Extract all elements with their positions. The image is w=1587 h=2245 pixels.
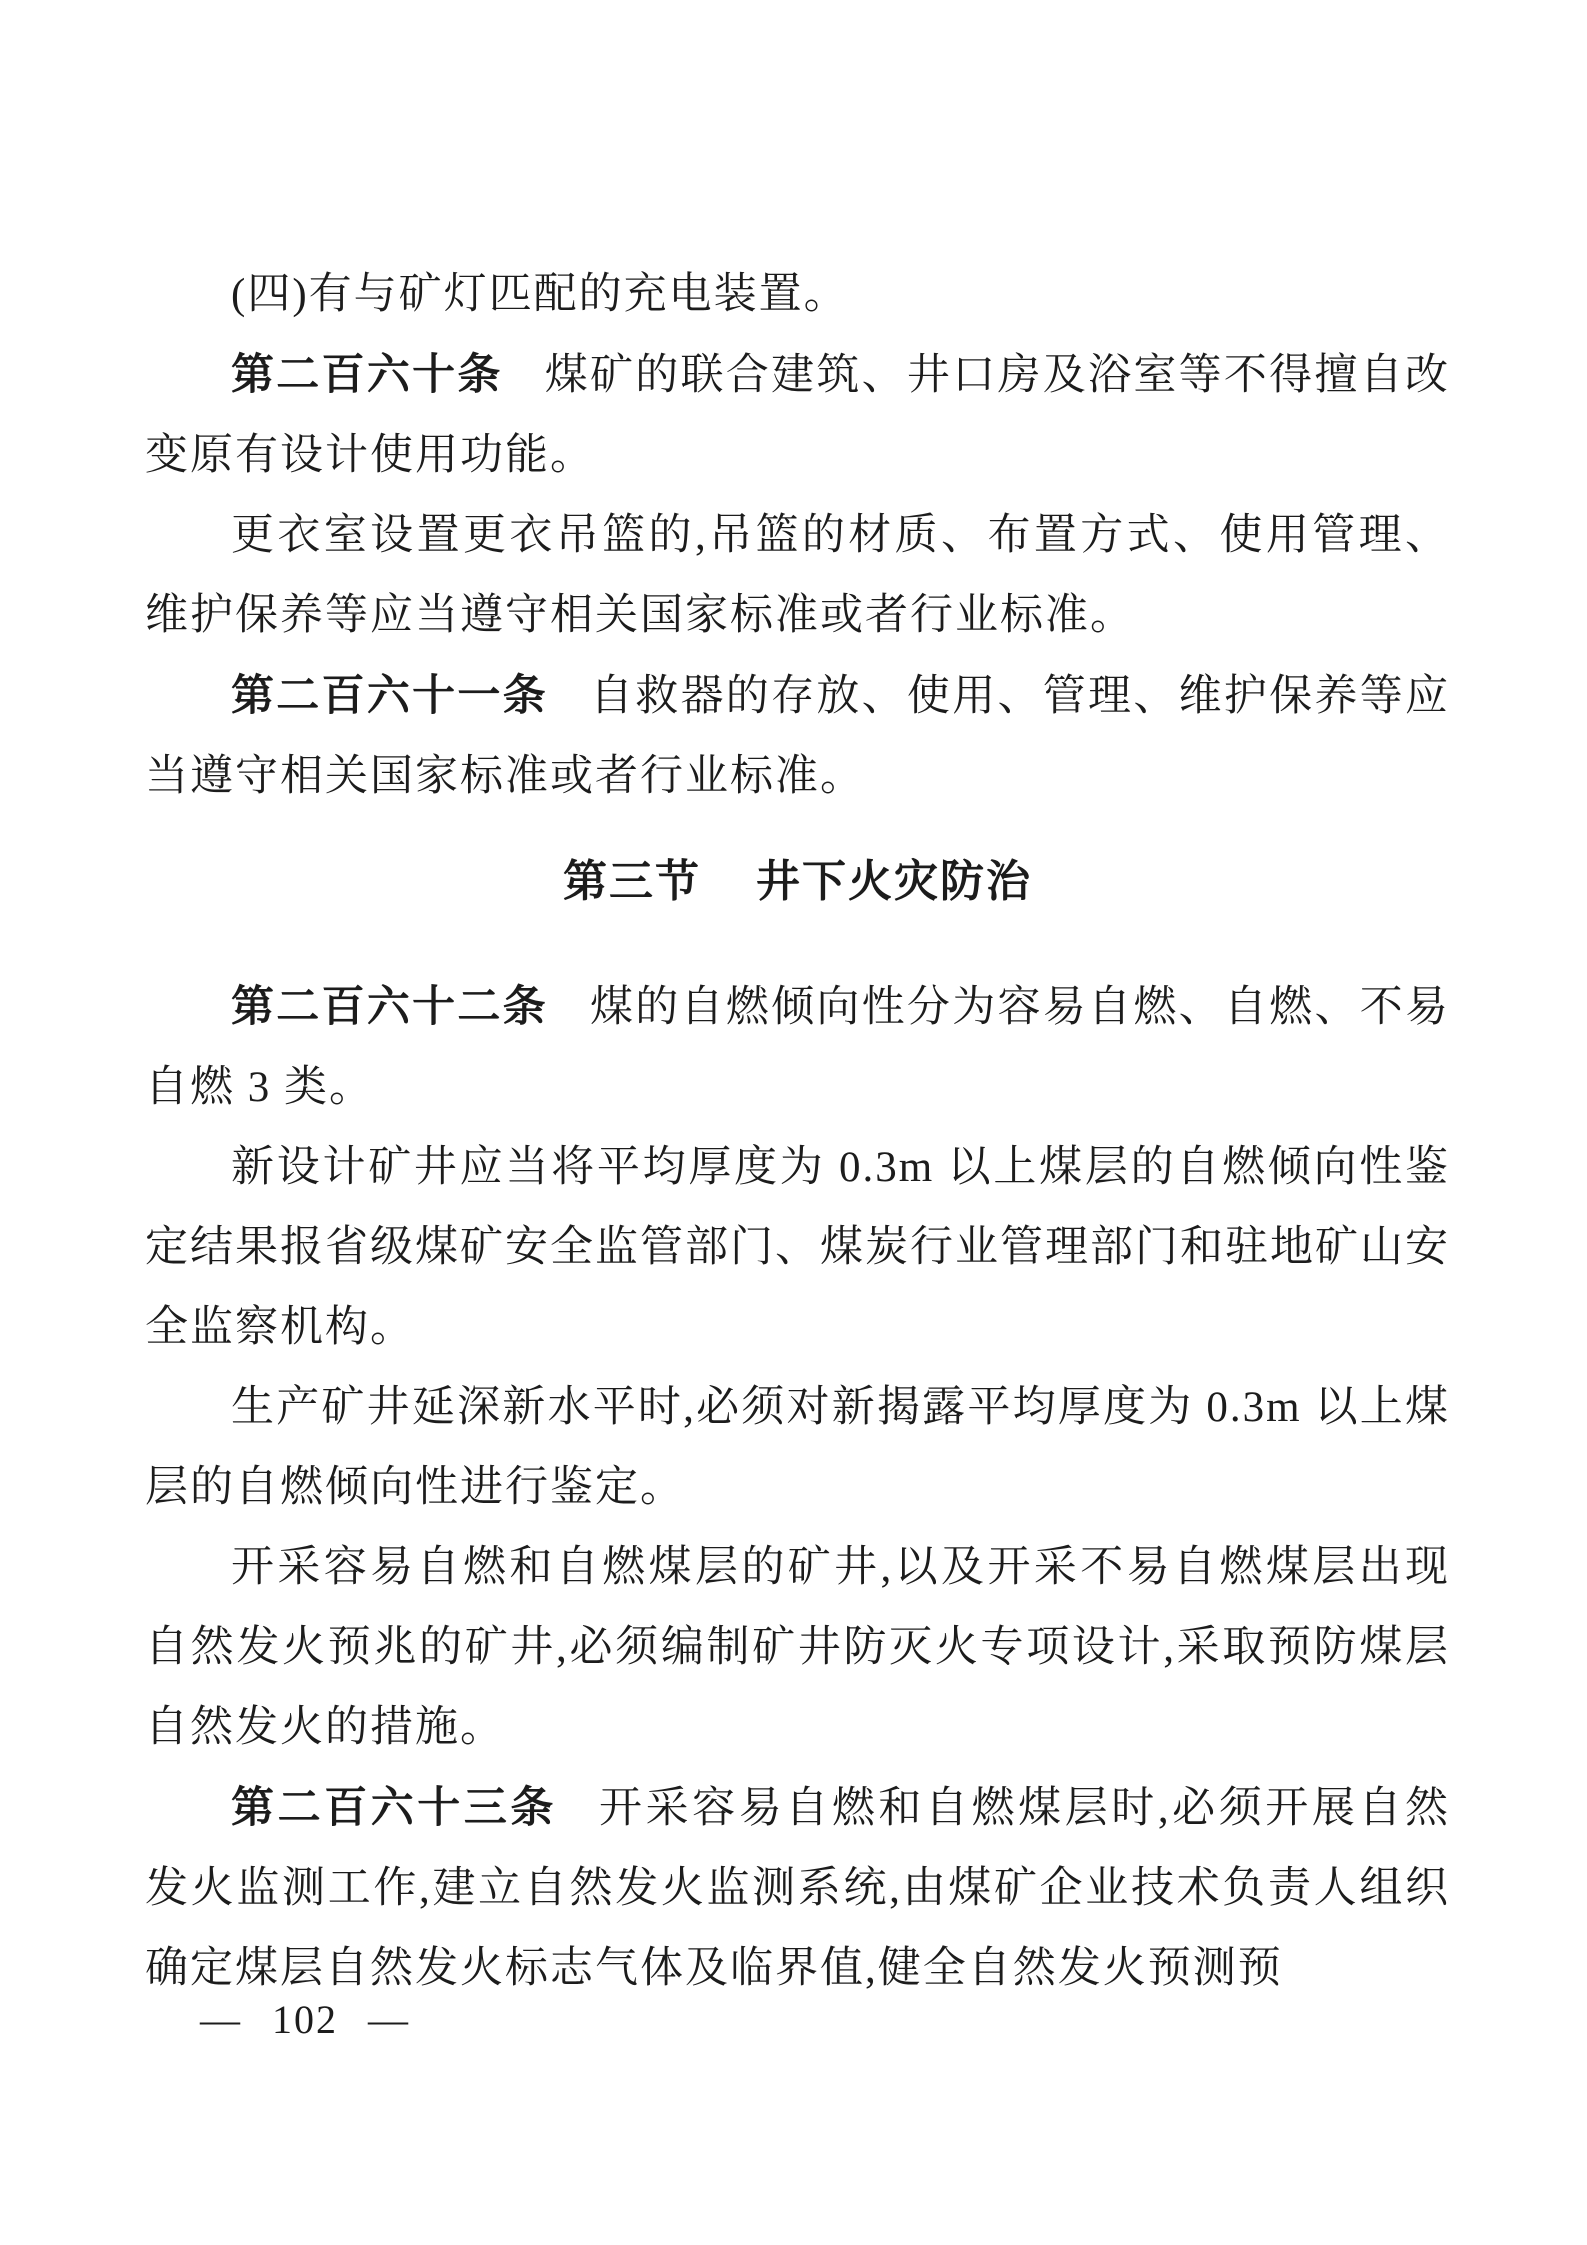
paragraph-article-261: [145, 656, 1450, 817]
page-number: [200, 1995, 410, 2045]
paragraph-text: (四)有与矿灯匹配的充电装置。: [231, 271, 849, 318]
article-number-261: 第二百六十一条: [231, 672, 548, 720]
paragraph-producing-mine: [145, 1368, 1450, 1528]
article-number-262: 第二百六十二条: [231, 983, 548, 1031]
article-number-260: 第二百六十条: [231, 351, 503, 399]
paragraph-item-4: [145, 255, 1450, 335]
paragraph-fire-prevention-design: [145, 1528, 1450, 1768]
paragraph-article-260: [145, 335, 1450, 496]
article-text-262: 煤的自燃倾向性分为容易自燃、自燃、不易自燃 3 类。: [145, 984, 1451, 1111]
section-heading-title: 井下火灾防治: [756, 857, 1032, 906]
paragraph-new-mine-design: [145, 1128, 1450, 1368]
article-text-263: 开采容易自燃和自燃煤层时,必须开展自然发火监测工作,建立自然发火监测系统,由煤矿企业技术负责人组织确定煤层自然发火标志气体及临界值,健全自然发火预测预: [145, 1785, 1451, 1992]
article-text-261: 自救器的存放、使用、管理、维护保养等应当遵守相关国家标准或者行业标准。: [145, 673, 1451, 800]
article-text-260: 煤矿的联合建筑、井口房及浴室等不得擅自改变原有设计使用功能。: [145, 352, 1451, 479]
article-number-263: 第二百六十三条: [231, 1784, 557, 1832]
section-heading: [145, 842, 1450, 922]
paragraph-text: 更衣室设置更衣吊篮的,吊篮的材质、布置方式、使用管理、维护保养等应当遵守相关国家标准或者行业标准。: [145, 512, 1450, 639]
section-heading-label: 第三节: [563, 857, 701, 906]
text-column: [145, 255, 1450, 2009]
paragraph-text: 生产矿井延深新水平时,必须对新揭露平均厚度为 0.3m 以上煤层的自燃倾向性进行鉴定。: [145, 1384, 1450, 1511]
page-number-text: — 102 —: [200, 1997, 410, 2042]
paragraph-article-263: [145, 1768, 1450, 2009]
paragraph-article-262: [145, 967, 1450, 1128]
paragraph-text: 开采容易自燃和自燃煤层的矿井,以及开采不易自燃煤层出现自然发火预兆的矿井,必须编制矿井防灭火专项设计,采取预防煤层自然发火的措施。: [145, 1544, 1450, 1751]
paragraph-text: 新设计矿井应当将平均厚度为 0.3m 以上煤层的自燃倾向性鉴定结果报省级煤矿安全监管部门、煤炭行业管理部门和驻地矿山安全监察机构。: [145, 1144, 1450, 1351]
paragraph-changing-room: [145, 496, 1450, 656]
